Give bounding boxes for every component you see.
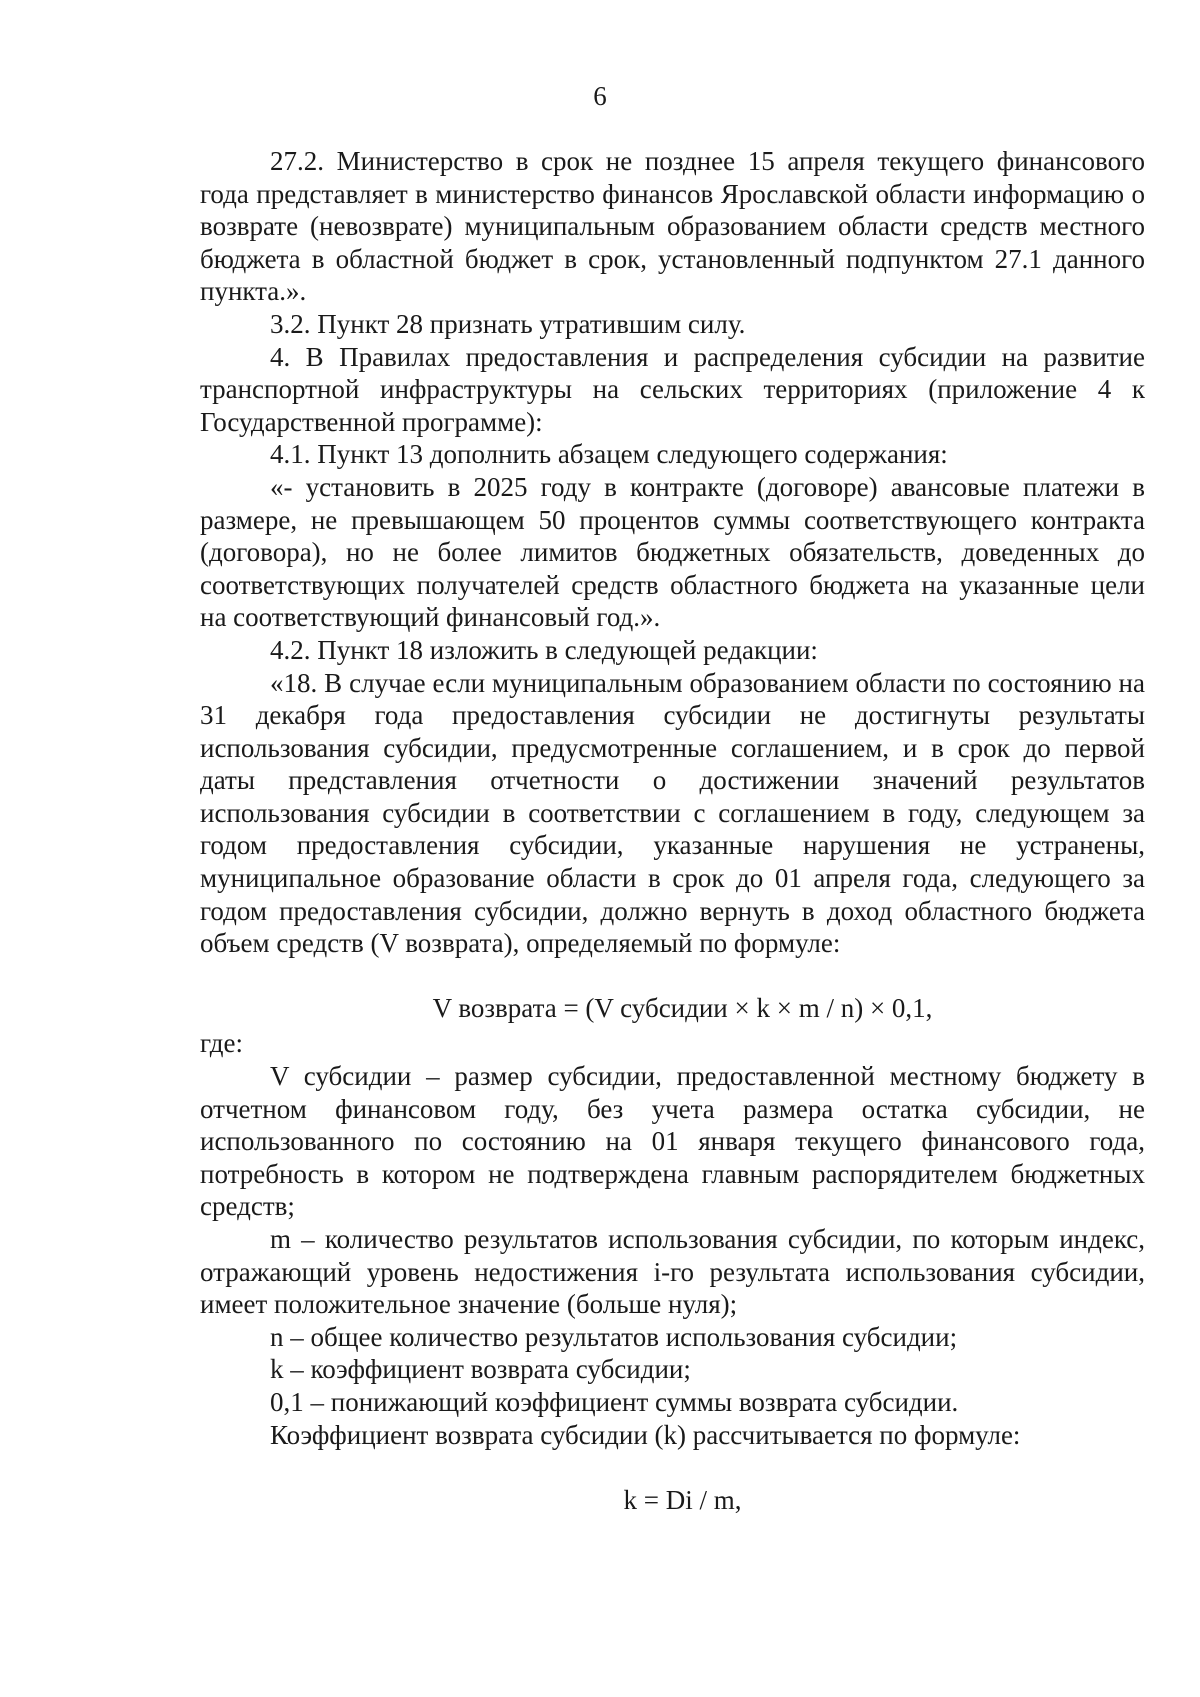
definition-n: n – общее количество результатов использования субсидии; xyxy=(270,1321,958,1352)
document-body xyxy=(200,145,1145,1517)
page-number: 6 xyxy=(593,81,607,111)
paragraph-4-1: 4.1. Пункт 13 дополнить абзацем следующего содержания: xyxy=(270,439,948,470)
paragraph-advance-payments: «- установить в 2025 году в контракте (договоре) авансовые платежи в размере, не превышающем 50 процентов суммы соответствующего контракта (договора), но не более лимитов бюджетных обязательств, доведенных до соответствующих получателей средств областного бюджета на указанные цели на соответствующий финансовый год.». xyxy=(200,471,1145,633)
definition-m: m – количество результатов использования субсидии, по которым индекс, отражающий уровень недостижения i-го результата использования субсидии, имеет положительное значение (больше нуля); xyxy=(200,1224,1145,1320)
definition-0-1: 0,1 – понижающий коэффициент суммы возврата субсидии. xyxy=(270,1386,959,1417)
definition-v-subsidy: V субсидии – размер субсидии, предоставленной местному бюджету в отчетном финансовом году, без учета размера остатка субсидии, не использованного по состоянию на 01 января текущего финансового года, потребность в котором не подтверждена главным распорядителем бюджетных средств; xyxy=(200,1061,1145,1222)
paragraph-k-formula-intro: Коэффициент возврата субсидии (k) рассчитывается по формуле: xyxy=(270,1419,1021,1450)
paragraph-4-2: 4.2. Пункт 18 изложить в следующей редакции: xyxy=(270,634,818,665)
paragraph-3-2: 3.2. Пункт 28 признать утратившим силу. xyxy=(270,308,746,339)
paragraph-4: 4. В Правилах предоставления и распределения субсидии на развитие транспортной инфраструктуры на сельских территориях (приложение 4 к Государственной программе): xyxy=(200,341,1145,437)
formula-v-return: V возврата = (V субсидии × k × m / n) × 0,1, xyxy=(432,992,933,1023)
paragraph-27-2: 27.2. Министерство в срок не позднее 15 апреля текущего финансового года представляет в министерство финансов Ярославской области информацию о возврате (невозврате) муниципальным образованием области средств местного бюджета в областной бюджет в срок, установленный подпунктом 27.1 данного пункта.». xyxy=(200,146,1145,307)
where-label: где: xyxy=(200,1028,243,1059)
definition-k: k – коэффициент возврата субсидии; xyxy=(270,1354,691,1385)
formula-k: k = Di / m, xyxy=(623,1485,742,1516)
paragraph-18: «18. В случае если муниципальным образованием области по состоянию на 31 декабря года предоставления субсидии не достигнуты результаты использования субсидии, предусмотренные соглашением, и в срок до первой даты представления отчетности о достижении значений результатов использования субсидии в соответствии с соглашением в году, следующем за годом предоставления субсидии, указанные нарушения не устранены, муниципальное образование области в срок до 01 апреля года, следующего за годом предоставления субсидии, должно вернуть в доход областного бюджета объем средств (V возврата), определяемый по формуле: xyxy=(200,667,1145,959)
